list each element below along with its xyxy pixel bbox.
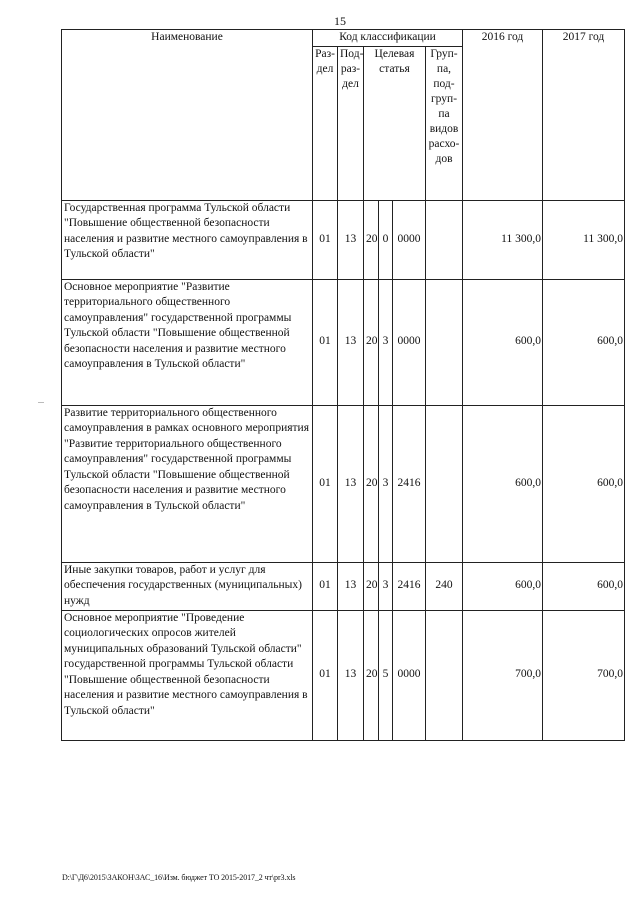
- row-2016: 600,0: [463, 562, 543, 610]
- row-target-1: 20: [364, 610, 379, 740]
- row-target-2: 3: [379, 279, 393, 405]
- row-2017: 600,0: [543, 405, 625, 562]
- row-target-3: 0000: [393, 200, 426, 279]
- table-row: [62, 279, 625, 405]
- row-name: Государственная программа Тульской области "Повышение общественной безопасности населения и развитие местного самоуправления в Тульской области": [62, 200, 313, 279]
- row-expense-group: [426, 405, 463, 562]
- row-target-3: 0000: [393, 279, 426, 405]
- header-podrazdel: Под-раз-дел: [338, 46, 364, 200]
- row-target-3: 0000: [393, 610, 426, 740]
- row-name: Основное мероприятие "Развитие территориального общественного самоуправления" государственной программы Тульской области "Повышение общественной безопасности населения и развитие местного самоуправления в Тульской области": [62, 279, 313, 405]
- row-target-2: 5: [379, 610, 393, 740]
- file-path-footer: D:\Г\Д6\2015\ЗАКОН\ЗАС_16\Изм. бюджет ТО 2015-2017_2 чт\pr3.xls: [62, 873, 296, 882]
- row-2016: 11 300,0: [463, 200, 543, 279]
- row-expense-group: 240: [426, 562, 463, 610]
- header-classification: Код классификации: [313, 30, 463, 47]
- row-target-2: 3: [379, 562, 393, 610]
- row-2017: 11 300,0: [543, 200, 625, 279]
- header-2017: 2017 год: [543, 30, 625, 201]
- header-target-article: Целевая статья: [364, 46, 426, 200]
- table-row: [62, 610, 625, 740]
- row-podrazdel: 13: [338, 610, 364, 740]
- header-2016: 2016 год: [463, 30, 543, 201]
- row-target-1: 20: [364, 405, 379, 562]
- row-target-1: 20: [364, 562, 379, 610]
- row-2016: 600,0: [463, 405, 543, 562]
- row-razdel: 01: [313, 562, 338, 610]
- row-2017: 600,0: [543, 279, 625, 405]
- row-target-2: 3: [379, 405, 393, 562]
- header-name: Наименование: [62, 30, 313, 201]
- table-row: [62, 405, 625, 562]
- page-number: 15: [334, 14, 346, 28]
- row-podrazdel: 13: [338, 405, 364, 562]
- row-expense-group: [426, 279, 463, 405]
- row-2016: 700,0: [463, 610, 543, 740]
- row-target-1: 20: [364, 200, 379, 279]
- row-name: Основное мероприятие "Проведение социологических опросов жителей муниципальных образований Тульской области" государственной программы Тульской области "Повышение общественной безопасности населения и развитие местного самоуправления в Тульской области": [62, 610, 313, 740]
- row-2017: 700,0: [543, 610, 625, 740]
- row-expense-group: [426, 200, 463, 279]
- row-name: Иные закупки товаров, работ и услуг для обеспечения государственных (муниципальных) нужд: [62, 562, 313, 610]
- row-razdel: 01: [313, 610, 338, 740]
- row-podrazdel: 13: [338, 562, 364, 610]
- header-razdel: Раз-дел: [313, 46, 338, 200]
- row-razdel: 01: [313, 279, 338, 405]
- table-row: [62, 562, 625, 610]
- row-podrazdel: 13: [338, 279, 364, 405]
- row-target-1: 20: [364, 279, 379, 405]
- row-2016: 600,0: [463, 279, 543, 405]
- row-podrazdel: 13: [338, 200, 364, 279]
- row-name: Развитие территориального общественного самоуправления в рамках основного мероприятия "Развитие территориального общественного самоуправления" государственной программы Тульской области "Повышение общественной безопасности населения и развитие местного самоуправления в Тульской области": [62, 405, 313, 562]
- table-row: [62, 200, 625, 279]
- row-expense-group: [426, 610, 463, 740]
- row-razdel: 01: [313, 200, 338, 279]
- budget-table: [61, 29, 625, 741]
- row-target-3: 2416: [393, 405, 426, 562]
- row-target-2: 0: [379, 200, 393, 279]
- header-row-1: [62, 30, 625, 47]
- header-expense-group: Груп-па, под-груп-па видов расхо-дов: [426, 46, 463, 200]
- row-2017: 600,0: [543, 562, 625, 610]
- row-razdel: 01: [313, 405, 338, 562]
- margin-mark: [38, 402, 44, 403]
- row-target-3: 2416: [393, 562, 426, 610]
